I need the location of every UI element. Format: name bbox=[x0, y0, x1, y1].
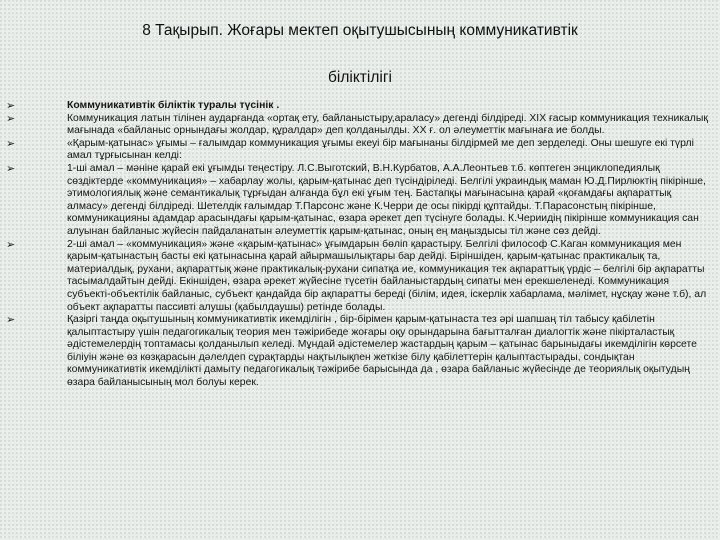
bullet-item bbox=[6, 137, 711, 163]
arrow-bullet-icon: ➢ bbox=[6, 314, 16, 327]
bullet-item bbox=[6, 100, 711, 113]
bullet-text: Коммуникативтік біліктік туралы түсінік . bbox=[67, 100, 280, 111]
slide-title-line-1: 8 Тақырып. Жоғары мектеп оқытушысының коммуникативтік bbox=[142, 22, 578, 39]
bullet-item bbox=[6, 238, 711, 315]
bullet-text: Қазіргі таңда оқытушының коммуникативтік икемділігін , бір-бірімен қарым-қатынаста тез әрі шапшаң тіл табысу қабілетін қалыптастыру үшін педагогикалық теория мен тәжірибеде жоғары оқу орындарына бағытталған диалогтік және пікірталастық әдістемелердің топтамасы қолданылып келеді. Мұндай әдістемелер жастардың қарым – қатынас барыныдағы икемділігін көрсете біліуін және өз көзқарасын дәлелдеп сұрақтарды нақтылықпен жеткізе білу қабілеттерін қалыптастырады, сондықтан коммуникативтік икемділікті дамыту педагогикалық тәжірибе барысында да , өзара байланыс жүйесінде де теориялық оқытудың өзара байланысының мол болуы керек. bbox=[67, 314, 697, 389]
bullet-item bbox=[6, 112, 711, 138]
bullet-text: 1-ші амал – мәніне қарай екі ұғымды теңестіру. Л.С.Выготский, В.Н.Курбатов, А.А.Леонтьев т.б. көптеген энциклопедиялық сөздіктерде «коммуникация» – хабарлау жолы, қарым-қатынас деп түсіндіріледі. Белгілі украиндық маман Ю.Д.Пирлюктің пікірінше, этимологиялық және семантикалық тұрғыдан алғанда бұл екі ұғым тең. Бастапқы мағынасына қарай «қоғамдағы ақпараттық алмасу» дегенді білдіреді. Шетелдік ғалымдар Т.Парсонс және К.Черри де осы пікірді құптайды. Т.Парасонстың пікірінше, коммуникацияны адамдар арасындағы қарым-қатынас, өзара әрекет деп түсінуге болады. К.Чериидің пікірінше коммуникация сан алуынан байланыс жүйесін пайдаланатын әлеуметтік қарым-қатынас, оның ең маңыздысы тіл және сөз дейді. bbox=[67, 162, 706, 237]
arrow-bullet-icon: ➢ bbox=[6, 238, 16, 251]
bullet-item bbox=[6, 162, 711, 239]
bullet-text: «Қарым-қатынас» ұғымы – ғалымдар коммуникация ұғымы екеуі бір мағынаны білдірмей ме деп зерделеді. Оны шешуге екі түрлі амал тұрғысынан келді: bbox=[67, 137, 694, 162]
arrow-bullet-icon: ➢ bbox=[6, 137, 16, 150]
bullet-text: Коммуникация латын тілінен аударғанда «ортақ ету, байланыстыру,араласу» дегенді білдіреді. ХІХ ғасыр коммуникация техникалық мағынада «байланыс орнындағы жолдар, құралдар» деп қолданылды. ХХ ғ. ол әлеуметтік мағынаға ие болды. bbox=[67, 112, 708, 137]
bullet-list bbox=[6, 100, 711, 390]
arrow-bullet-icon: ➢ bbox=[6, 162, 16, 175]
arrow-bullet-icon: ➢ bbox=[6, 100, 16, 112]
bullet-text: 2-ші амал – «коммуникация» және «қарым-қатынас» ұғымдарын бөліп қарастыру. Белгілі философ С.Каган коммуникация мен қарым-қатынастың басты екі қатынасына қарай айырмашылықтары бар дейді. Біріншіден, қарым-қатынас практикалық та, материалдық, рухани, ақпараттық және практикалық-рухани сипатқа ие, коммуникация тек ақпараттық үрдіс – белгілі бір ақпаратты тасымалдайтын дейді. Екіншіден, өзара әрекет жүйесіне түсетін байланыстардың сипаты мен ерекшеленеді. Коммуникация субъекті-объектілік байланыс, субъект қандайда бір ақпаратты береді (білім, идея, іскерлік хабарлама, мәлімет, нұсқау және т.б), ал объект ақпаратты пассивті алушы (қабылдаушы) ретінде болады. bbox=[67, 238, 707, 313]
arrow-bullet-icon: ➢ bbox=[6, 112, 16, 125]
bullet-item bbox=[6, 314, 711, 390]
slide-title-line-2: біліктілігі bbox=[328, 69, 392, 86]
